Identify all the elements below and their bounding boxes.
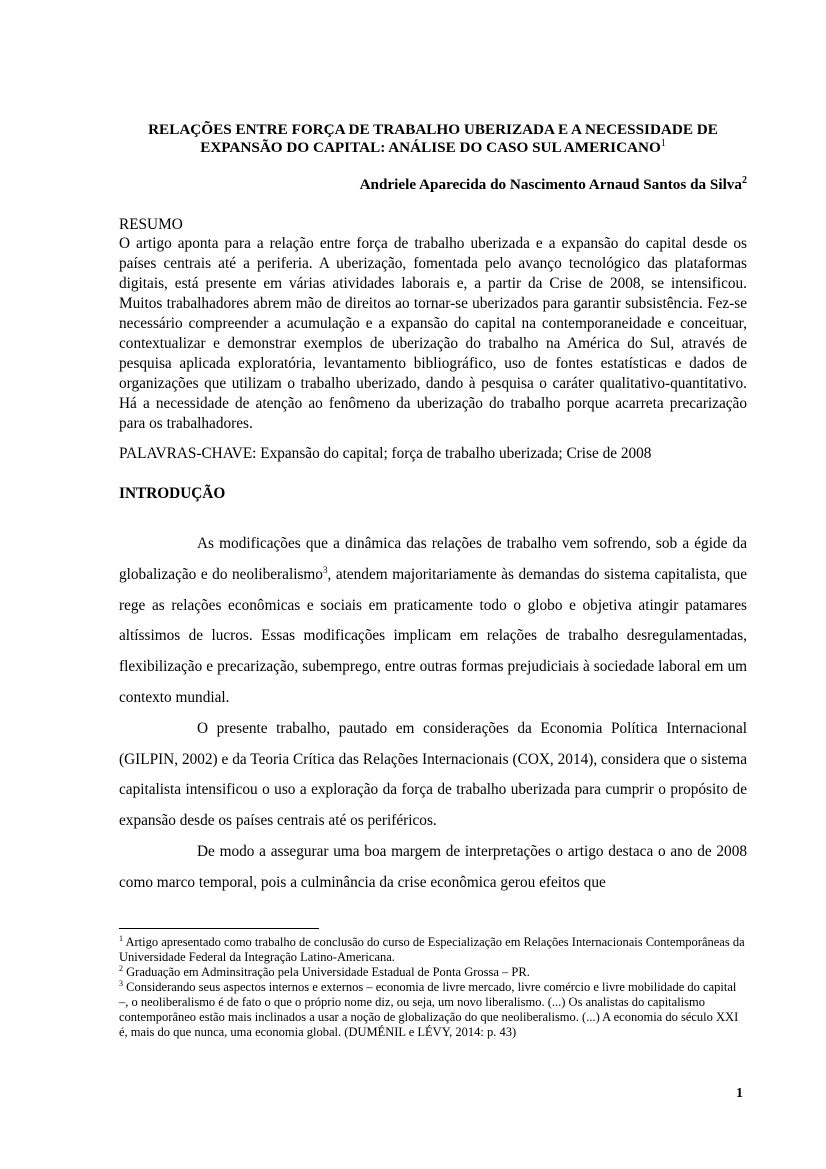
footnote-1-text: Artigo apresentado como trabalho de conclusão do curso de Especialização em Relações Internacionais Contemporâneas da Universidade Federal da Integração Latino-Americana. bbox=[119, 935, 745, 964]
footnote-3-number: 3 bbox=[119, 978, 123, 988]
paragraph-2: O presente trabalho, pautado em considerações da Economia Política Internacional (GILPIN, 2002) e da Teoria Crítica das Relações Internacionais (COX, 2014), considera que o sistema capitalista intensificou o uso a exploração da força de trabalho uberizada para cumprir o propósito de expansão desde os países centrais até os periféricos. bbox=[119, 719, 747, 830]
footnote-1-number: 1 bbox=[119, 933, 123, 943]
title-text: RELAÇÕES ENTRE FORÇA DE TRABALHO UBERIZADA E A NECESSIDADE DE EXPANSÃO DO CAPITAL: ANÁLISE DO CASO SUL AMERICANO bbox=[148, 121, 718, 156]
section-heading-introduction: INTRODUÇÃO bbox=[119, 485, 226, 502]
footnote-3-text: Considerando seus aspectos internos e externos – economia de livre mercado, livre comércio e livre mobilidade do capital –, o neoliberalismo é de fato o que o próprio nome diz, ou seja, um novo liberalismo. (...) Os analistas do capitalismo contemporâneo estão mais inclinados a usar a noção de globalização do que neoliberalismo. (...) A economia do século XXI é, mais do que nunca, uma economia global. (DUMÉNIL e LÉVY, 2014: p. 43) bbox=[119, 980, 739, 1039]
abstract-text: O artigo aponta para a relação entre força de trabalho uberizada e a expansão do capital desde os países centrais até a periferia. A uberização, fomentada pelo avanço tecnológico das plataformas digitais, está presente em várias atividades laborais e, a partir da Crise de 2008, se intensificou. Muitos trabalhadores abrem mão de direitos ao tornar-se uberizados para garantir subsistência. Fez-se necessário compreender a acumulação e a expansão do capital na contemporaneidade e conceituar, contextualizar e demonstrar exemplos de uberização do trabalho na América do Sul, através de pesquisa aplicada exploratória, levantamento bibliográfico, uso de fontes estatísticas e dados de organizações que utilizam o trabalho uberizado, dando à pesquisa o caráter qualitativo-quantitativo. Há a necessidade de atenção ao fenômeno da uberização do trabalho porque acarreta precarização para os trabalhadores. bbox=[119, 235, 747, 432]
author-line bbox=[110, 176, 747, 194]
paragraph-1-text-b: , atendem majoritariamente às demandas do sistema capitalista, que rege as relações econômicas e sociais em praticamente todo o globo e objetiva atingir patamares altíssimos de lucros. Essas modificações implicam em relações de trabalho desregulamentadas, flexibilização e precarização, subemprego, entre outras formas prejudiciais à sociedade laboral em um contexto mundial. bbox=[119, 565, 748, 706]
page-number: 1 bbox=[736, 1086, 743, 1101]
footnote-2-number: 2 bbox=[119, 963, 123, 973]
footnote-separator bbox=[119, 928, 319, 929]
author-footnote-ref[interactable]: 2 bbox=[742, 174, 747, 186]
paper-title bbox=[110, 121, 756, 157]
footnote-1 bbox=[119, 935, 747, 965]
paragraph-3: De modo a assegurar uma boa margem de interpretações o artigo destaca o ano de 2008 como marco temporal, pois a culminância da crise econômica gerou efeitos que bbox=[119, 842, 747, 891]
footnotes bbox=[119, 935, 747, 1040]
title-footnote-ref[interactable]: 1 bbox=[660, 137, 666, 149]
footnote-2 bbox=[119, 965, 747, 980]
introduction-body bbox=[119, 529, 747, 899]
paragraph-1 bbox=[119, 529, 747, 714]
paragraph-1-text-a: As modificações que a dinâmica das relações de trabalho vem sofrendo, sob a égide da globalização e do neoliberalismo bbox=[119, 535, 747, 583]
footnote-2-text: Graduação em Adminsitração pela Universidade Estadual de Ponta Grossa – PR. bbox=[126, 965, 530, 979]
author-name: Andriele Aparecida do Nascimento Arnaud Santos da Silva bbox=[359, 176, 742, 193]
footnote-3 bbox=[119, 980, 747, 1040]
footnote-ref-3[interactable]: 3 bbox=[322, 564, 328, 575]
keywords: PALAVRAS-CHAVE: Expansão do capital; força de trabalho uberizada; Crise de 2008 bbox=[119, 445, 652, 462]
abstract-heading: RESUMO bbox=[119, 216, 183, 233]
